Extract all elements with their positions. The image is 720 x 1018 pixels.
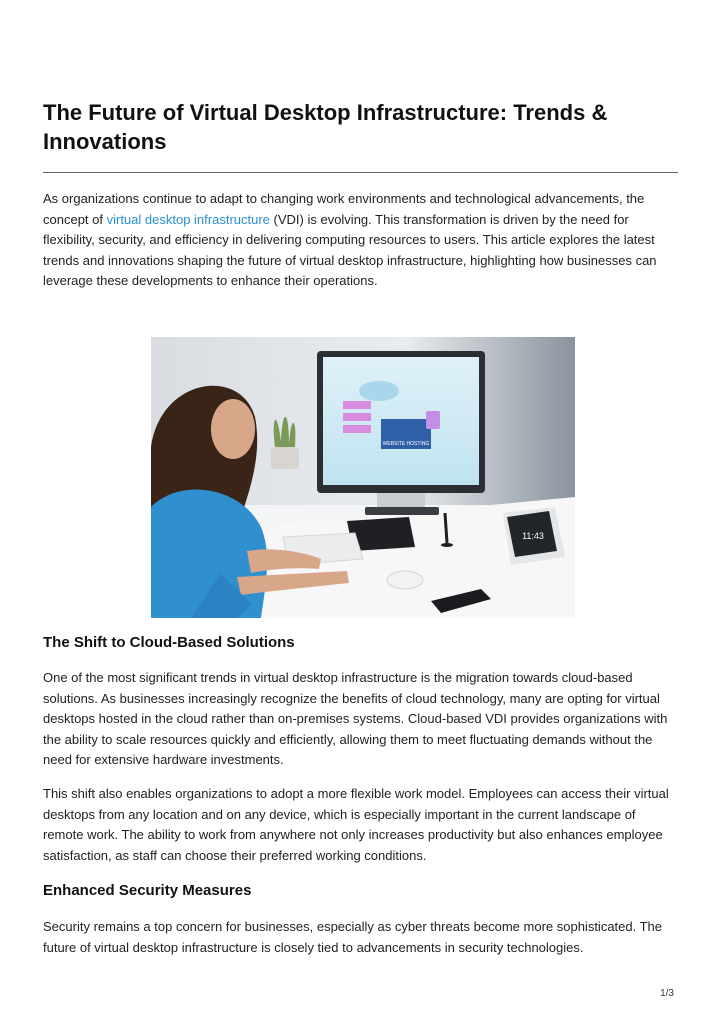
title-divider [43,172,678,173]
clock-display: 11:43 [522,531,544,541]
article-photo [151,337,575,618]
intro-text-before-link: As organizations continue to adapt to changing work environments and technological advancements, the concept of [43,191,645,227]
screen-label: WEBSITE HOSTING [382,441,430,447]
page-number: 1/3 [660,988,674,999]
article-title: The Future of Virtual Desktop Infrastructure: Trends & Innovations [43,100,608,154]
section-cloud-paragraph-1: One of the most significant trends in virtual desktop infrastructure is the migration towards cloud-based solutions. As businesses increasingly recognize the benefits of cloud technology, many are opting for virtual desktops hosted in the cloud rather than on-premises systems. Cloud-based VDI provides organizations with the ability to scale resources quickly and efficiently, allowing them to meet fluctuating demands without the need for extensive hardware investments. [43,670,668,768]
section-heading-security: Enhanced Security Measures [43,882,252,899]
intro-text-after-link: (VDI) is evolving. This transformation is driven by the need for flexibility, security, and efficiency in delivering computing resources to users. This article explores the latest trends and innovations shaping the future of virtual desktop infrastructure, highlighting how businesses can leverage these developments to enhance their operations. [43,211,657,289]
intro-paragraph [43,189,678,292]
section-heading-cloud: The Shift to Cloud-Based Solutions [43,634,295,651]
section-cloud-paragraph-2: This shift also enables organizations to adopt a more flexible work model. Employees can access their virtual desktops from any location and on any device, which is especially important in the current landscape of remote work. The ability to work from anywhere not only increases productivity but also enhances employee satisfaction, as staff can choose their preferred working conditions. [43,786,669,863]
section-security-paragraph-1: Security remains a top concern for businesses, especially as cyber threats become more sophisticated. The future of virtual desktop infrastructure is closely tied to advancements in security technologies. [43,919,663,955]
vdi-link[interactable]: virtual desktop infrastructure [106,211,270,227]
